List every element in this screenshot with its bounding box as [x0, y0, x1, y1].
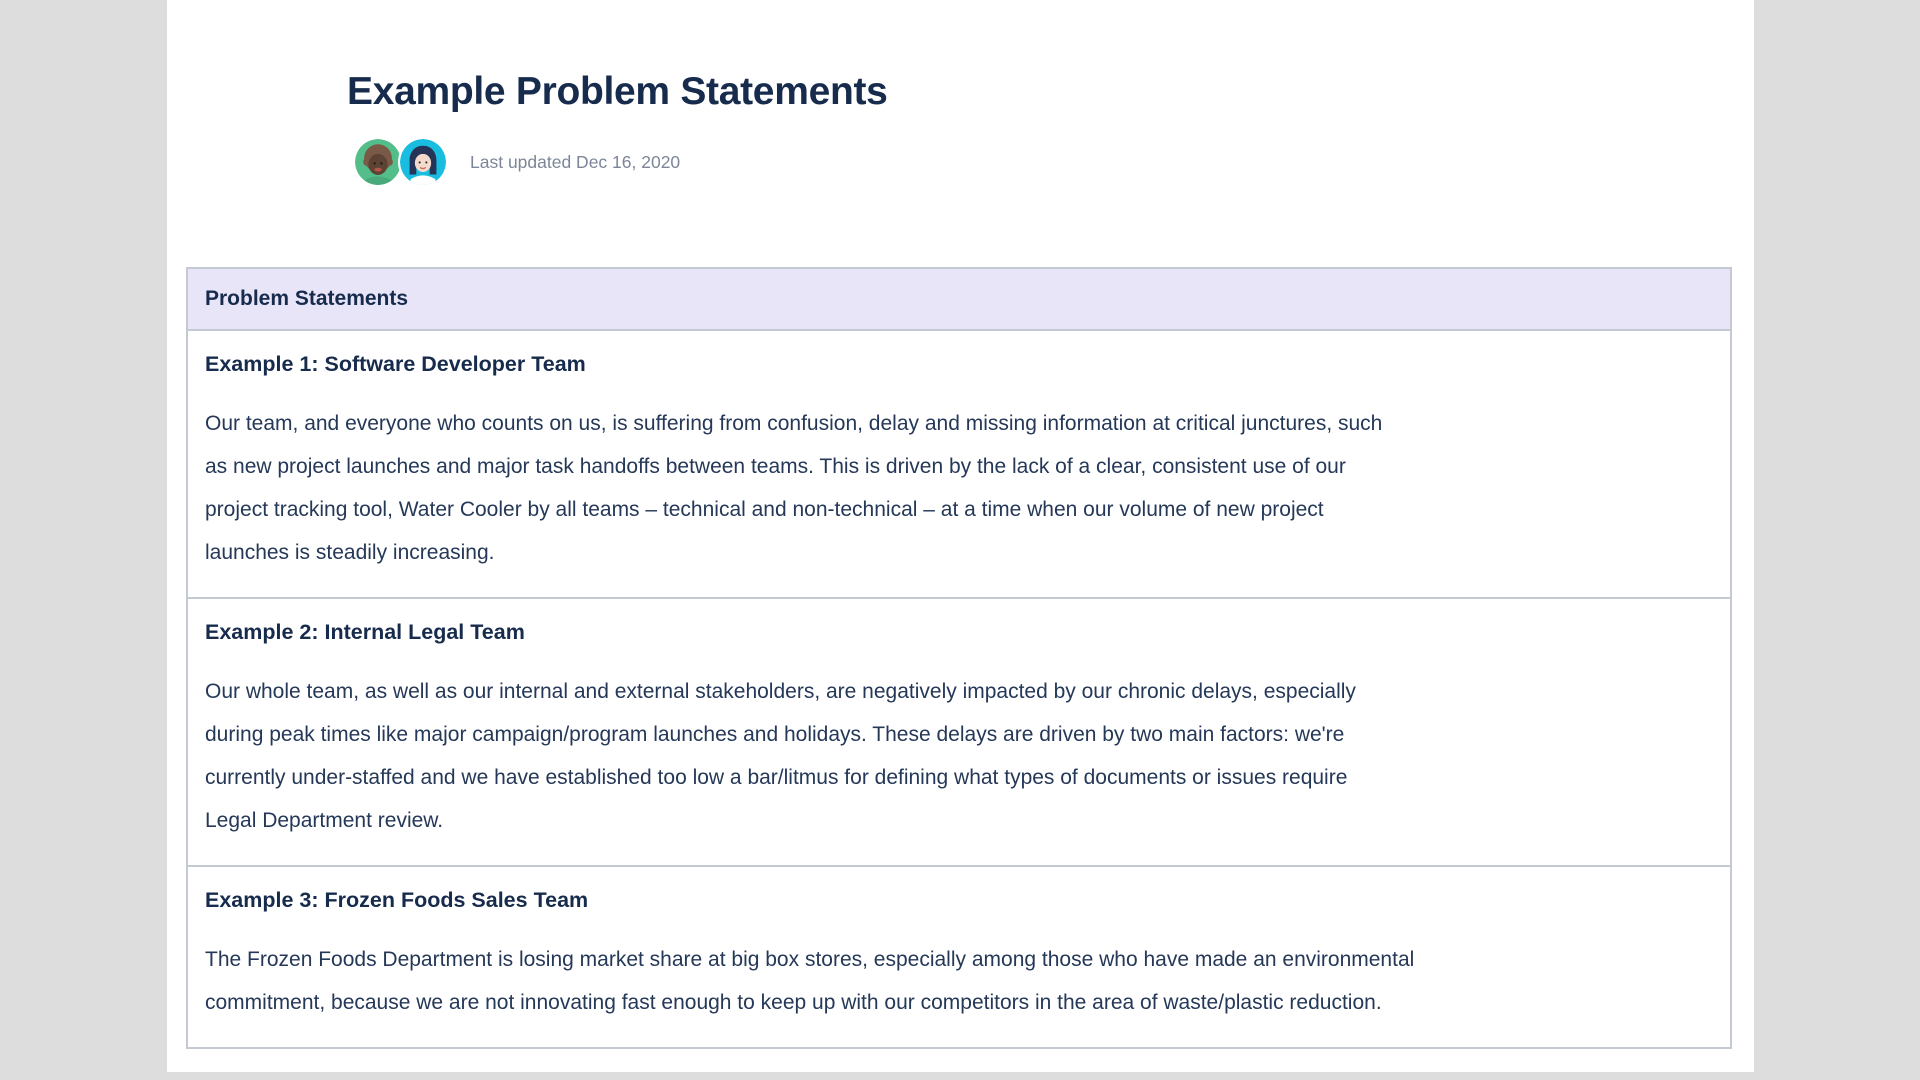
example-3-cell [187, 866, 1731, 1048]
example-1-paragraph-line: project tracking tool, Water Cooler by all teams – technical and non-technical – at a time when our volume of new project [205, 498, 1324, 521]
example-2-paragraph-line: Legal Department review. [205, 809, 444, 832]
page-title: Example Problem Statements [347, 70, 888, 114]
example-2-paragraph-line: Our whole team, as well as our internal and external stakeholders, are negatively impacted by our chronic delays, especially [205, 680, 1356, 703]
contributor-avatar-cyan[interactable] [398, 137, 448, 187]
example-2-paragraph-line: during peak times like major campaign/program launches and holidays. These delays are driven by two main factors: we're [205, 723, 1345, 746]
example-2-cell [187, 598, 1731, 866]
table-row [187, 598, 1731, 866]
example-1-heading: Example 1: Software Developer Team [205, 352, 586, 376]
last-updated-text: Last updated Dec 16, 2020 [470, 151, 681, 172]
contributor-avatar-green[interactable] [353, 137, 403, 187]
example-1-cell [187, 330, 1731, 598]
example-3-paragraph-line: commitment, because we are not innovating fast enough to keep up with our competitors in the area of waste/plastic reduction. [205, 991, 1382, 1014]
person-avatar-icon [400, 139, 446, 185]
example-1-paragraph-line: as new project launches and major task handoffs between teams. This is driven by the lack of a clear, consistent use of our [205, 455, 1346, 478]
problem-statements-table [186, 267, 1732, 1049]
example-2-paragraph-line: currently under-staffed and we have established too low a bar/litmus for defining what types of documents or issues require [205, 766, 1348, 789]
example-2-heading: Example 2: Internal Legal Team [205, 620, 525, 644]
table-row [187, 330, 1731, 598]
byline [353, 137, 680, 187]
example-1-paragraph-line: launches is steadily increasing. [205, 541, 495, 564]
person-avatar-icon [355, 139, 401, 185]
table-header-row [187, 268, 1731, 330]
example-1-paragraph-line: Our team, and everyone who counts on us, is suffering from confusion, delay and missing information at critical junctures, such [205, 412, 1383, 435]
table-row [187, 866, 1731, 1048]
contributor-avatars [353, 137, 448, 187]
table-header-cell: Problem Statements [187, 268, 1731, 330]
example-3-heading: Example 3: Frozen Foods Sales Team [205, 888, 589, 912]
example-3-paragraph-line: The Frozen Foods Department is losing market share at big box stores, especially among those who have made an environmental [205, 948, 1415, 971]
document-page [167, 0, 1754, 1072]
